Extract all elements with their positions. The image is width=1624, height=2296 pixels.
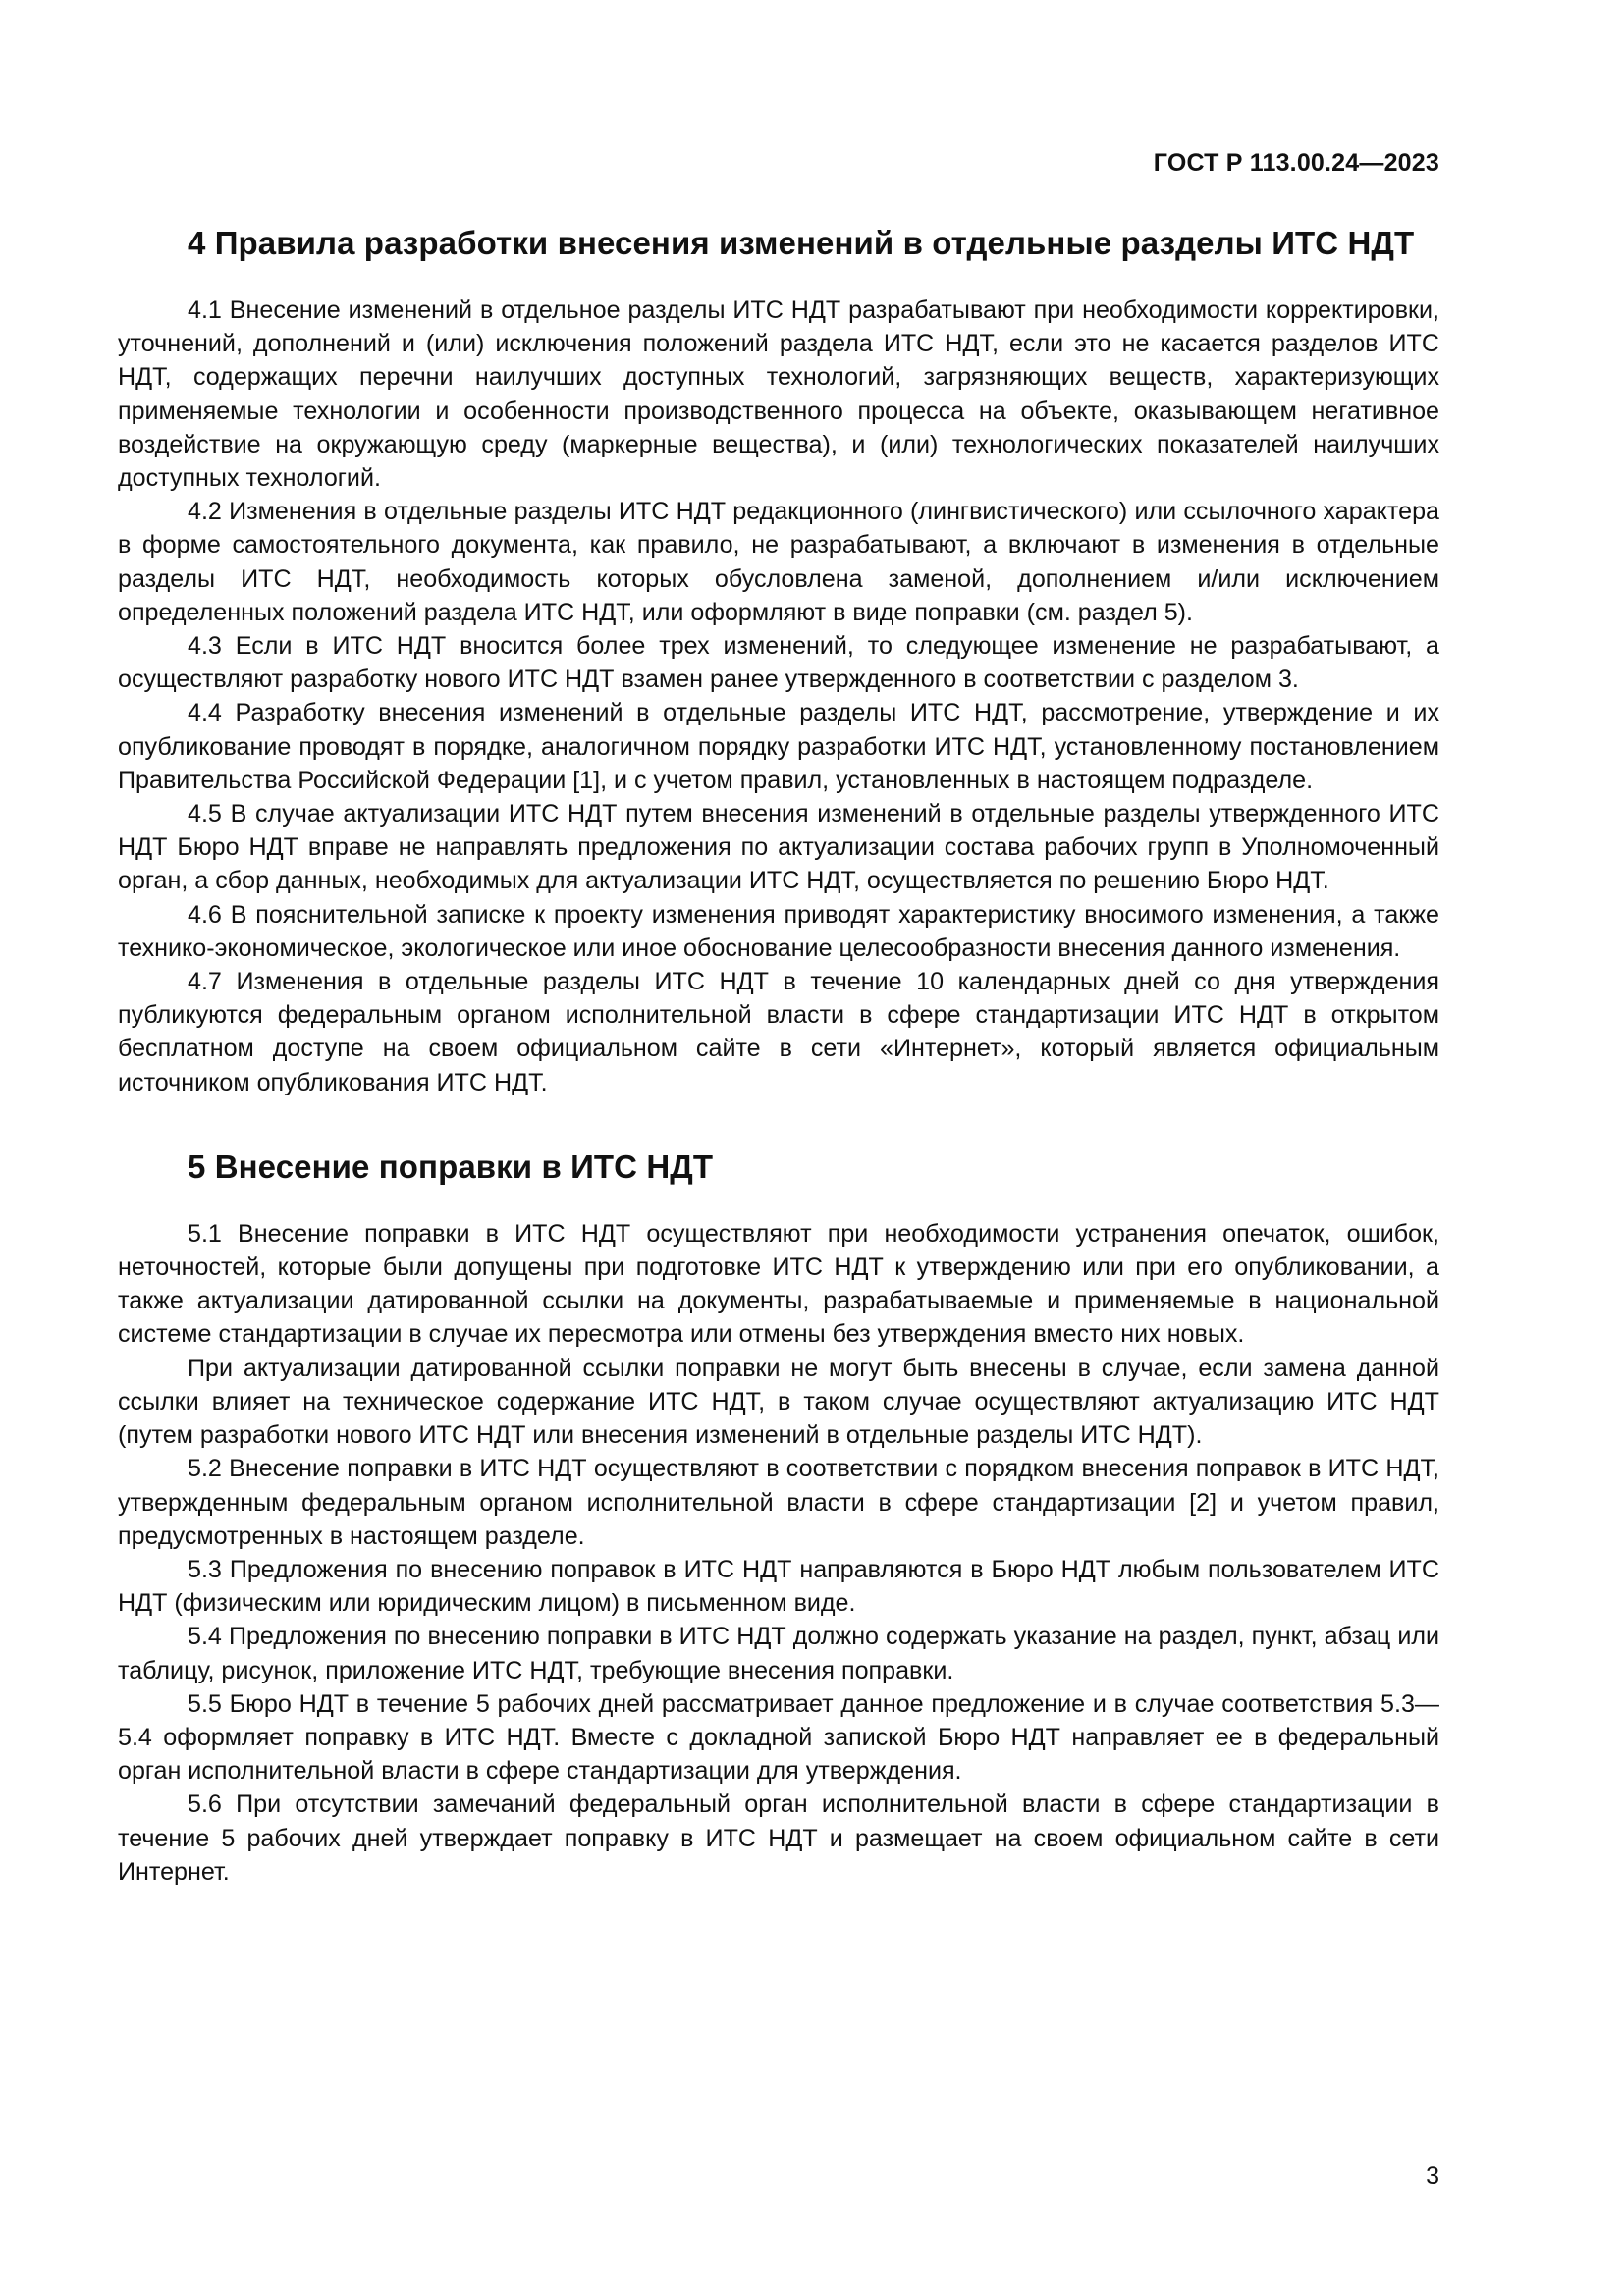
paragraph-5-2: 5.2 Внесение поправки в ИТС НДТ осуществляют в соответствии с порядком внесения поправок в ИТС НДТ, утвержденным федеральным органом исполнительной власти в сфере стандартизации [2] и учетом правил, предусмотренных в настоящем разделе. xyxy=(118,1455,1439,1550)
paragraph-4-2: 4.2 Изменения в отдельные разделы ИТС НДТ редакционного (лингвистического) или ссылочного характера в форме самостоятельного документа, как правило, не разрабатывают, а включают в изменения в отдельные разделы ИТС НДТ, необходимость которых обусловлена заменой, дополнением и/или исключением определенных положений раздела ИТС НДТ, или оформляют в виде поправки (см. раздел 5). xyxy=(118,498,1439,626)
paragraph-5-1: 5.1 Внесение поправки в ИТС НДТ осуществляют при необходимости устранения опечаток, ошибок, неточностей, которые были допущены при подготовке ИТС НДТ к утверждению или при его опубликовании, а также актуализации датированной ссылки на документы, разрабатываемые и применяемые в национальной системе стандартизации в случае их пересмотра или отмены без утверждения вместо них новых. xyxy=(118,1219,1439,1349)
paragraph-4-1: 4.1 Внесение изменений в отдельное разделы ИТС НДТ разрабатывают при необходимости корректировки, уточнений, дополнений и (или) исключения положений раздела ИТС НДТ, если это не касается разделов ИТС НДТ, содержащих перечни наилучших доступных технологий, загрязняющих веществ, характеризующих применяемые технологии и особенности производственного процесса на объекте, оказывающем негативное воздействие на окружающую среду (маркерные вещества), и (или) технологических показателей наилучших доступных технологий. xyxy=(118,296,1439,493)
document-code: ГОСТ Р 113.00.24—2023 xyxy=(1153,149,1439,177)
paragraph-4-7: 4.7 Изменения в отдельные разделы ИТС НДТ в течение 10 календарных дней со дня утверждения публикуются федеральным органом исполнительной власти в сфере стандартизации ИТС НДТ в открытом бесплатном доступе на своем официальном сайте в сети «Интернет», который является официальным источником опубликования ИТС НДТ. xyxy=(118,968,1439,1096)
paragraph-5-3: 5.3 Предложения по внесению поправок в ИТС НДТ направляются в Бюро НДТ любым пользователем ИТС НДТ (физическим или юридическим лицом) в письменном виде. xyxy=(118,1555,1439,1618)
page-content xyxy=(118,221,1439,1889)
paragraph-5-6: 5.6 При отсутствии замечаний федеральный орган исполнительной власти в сфере стандартизации в течение 5 рабочих дней утверждает поправку в ИТС НДТ и размещает на своем официальном сайте в сети Интернет. xyxy=(118,1790,1439,1886)
section-5-title: 5 Внесение поправки в ИТС НДТ xyxy=(188,1148,714,1185)
paragraph-4-6: 4.6 В пояснительной записке к проекту изменения приводят характеристику вносимого изменения, а также технико-экономическое, экологическое или иное обоснование целесообразности внесения данного изменения. xyxy=(118,900,1439,962)
paragraph-5-4: 5.4 Предложения по внесению поправки в ИТС НДТ должно содержать указание на раздел, пункт, абзац или таблицу, рисунок, приложение ИТС НДТ, требующие внесения поправки. xyxy=(118,1623,1439,1684)
paragraph-5-5: 5.5 Бюро НДТ в течение 5 рабочих дней рассматривает данное предложение и в случае соответствия 5.3—5.4 оформляет поправку в ИТС НДТ. Вместе с докладной запиской Бюро НДТ направляет ее в федеральный орган исполнительной власти в сфере стандартизации для утверждения. xyxy=(118,1689,1439,1786)
paragraph-4-4: 4.4 Разработку внесения изменений в отдельные разделы ИТС НДТ, рассмотрение, утверждение и их опубликование проводят в порядке, аналогичном порядку разработки ИТС НДТ, установленному постановлением Правительства Российской Федерации [1], и с учетом правил, установленных в настоящем подразделе. xyxy=(118,699,1439,794)
paragraph-4-3: 4.3 Если в ИТС НДТ вносится более трех изменений, то следующее изменение не разрабатывают, а осуществляют разработку нового ИТС НДТ взамен ранее утвержденного в соответствии с разделом 3. xyxy=(118,632,1439,694)
paragraph-5-1-cont: При актуализации датированной ссылки поправки не могут быть внесены в случае, если замена данной ссылки влияет на техническое содержание ИТС НДТ, в таком случае осуществляют актуализацию ИТС НДТ (путем разработки нового ИТС НДТ или внесения изменений в отдельные разделы ИТС НДТ). xyxy=(118,1354,1439,1450)
page-number: 3 xyxy=(1426,2163,1439,2190)
section-4-title: 4 Правила разработки внесения изменений в отдельные разделы ИТС НДТ xyxy=(188,225,1415,261)
paragraph-4-5: 4.5 В случае актуализации ИТС НДТ путем внесения изменений в отдельные разделы утвержденного ИТС НДТ Бюро НДТ вправе не направлять предложения по актуализации состава рабочих групп в Уполномоченный орган, а сбор данных, необходимых для актуализации ИТС НДТ, осуществляется по решению Бюро НДТ. xyxy=(118,800,1439,895)
